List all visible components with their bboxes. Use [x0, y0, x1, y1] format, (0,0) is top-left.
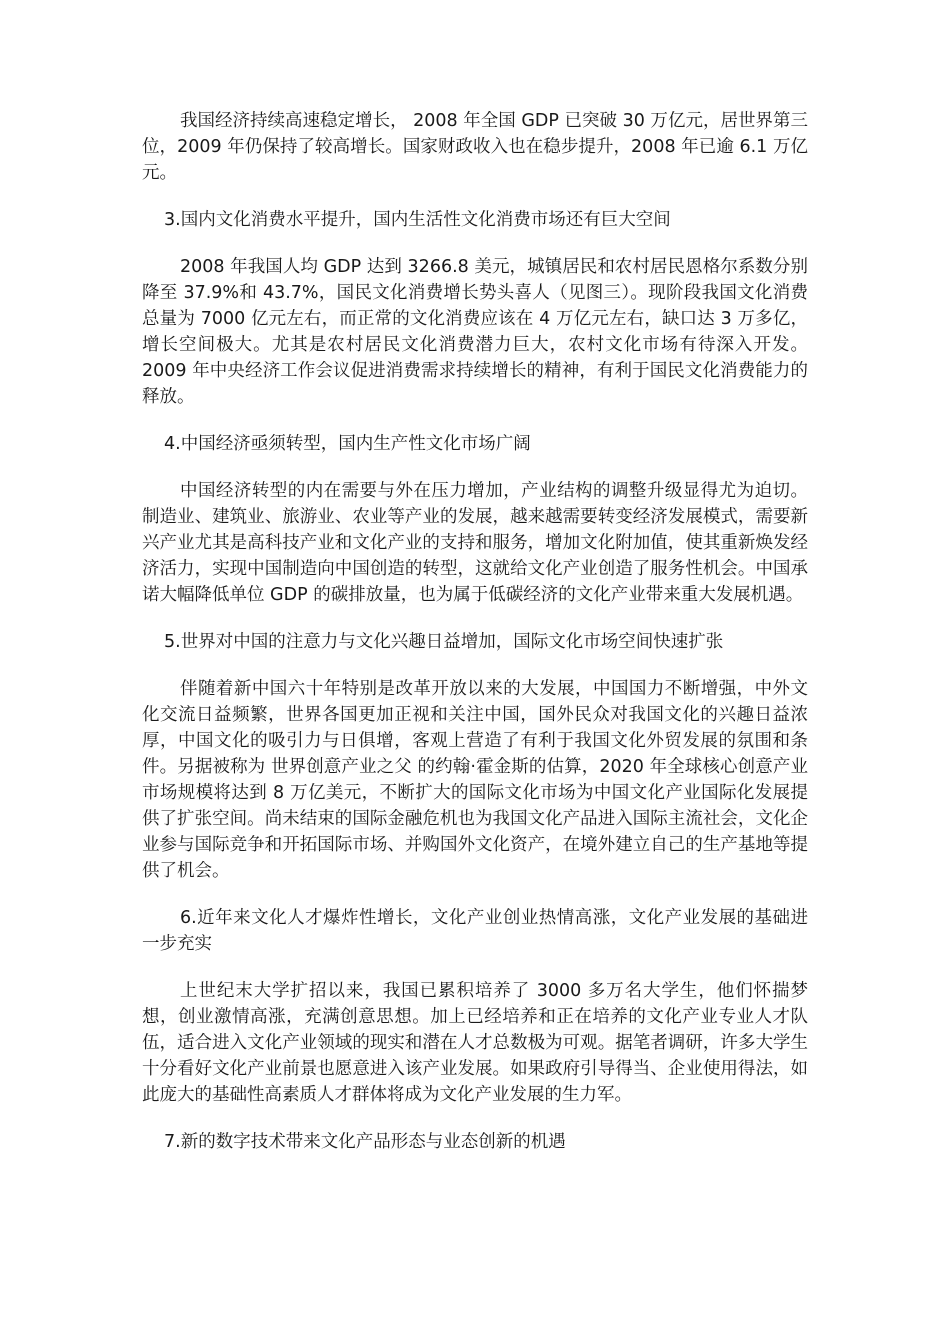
document-page [142, 108, 808, 1176]
section-heading-6: 6.近年来文化人才爆炸性增长，文化产业创业热情高涨，文化产业发展的基础进一步充实 [142, 908, 808, 954]
section-heading-7: 7.新的数字技术带来文化产品形态与业态创新的机遇 [164, 1132, 566, 1152]
section-heading-4: 4.中国经济亟须转型，国内生产性文化市场广阔 [164, 434, 531, 454]
paragraph-economic-transformation: 中国经济转型的内在需要与外在压力增加，产业结构的调整升级显得尤为迫切。制造业、建筑业、旅游业、农业等产业的发展，越来越需要转变经济发展模式，需要新兴产业尤其是高科技产业和文化产业的支持和服务，增加文化附加值，使其重新焕发经济活力，实现中国制造向中国创造的转型，这就给文化产业创造了服务性机会。中国承诺大幅降低单位 GDP 的碳排放量，也为属于低碳经济的文化产业带来重大发展机遇。 [142, 481, 808, 605]
paragraph-talent-growth: 上世纪末大学扩招以来，我国已累积培养了 3000 多万名大学生，他们怀揣梦想，创业激情高涨，充满创意思想。加上已经培养和正在培养的文化产业专业人才队伍，适合进入文化产业领域的现实和潜在人才总数极为可观。据笔者调研，许多大学生十分看好文化产业前景也愿意进入该产业发展。如果政府引导得当、企业使用得法，如此庞大的基础性高素质人才群体将成为文化产业发展的生力军。 [142, 981, 808, 1105]
paragraph-cultural-consumption: 2008 年我国人均 GDP 达到 3266.8 美元，城镇居民和农村居民恩格尔系数分别降至 37.9%和 43.7%，国民文化消费增长势头喜人（见图三）。现阶段我国文化消费总量为 7000 亿元左右，而正常的文化消费应该在 4 万亿元左右，缺口达 3 万多亿，增长空间极大。尤其是农村居民文化消费潜力巨大，农村文化市场有待深入开发。2009 年中央经济工作会议促进消费需求持续增长的精神，有利于国民文化消费能力的释放。 [142, 257, 808, 407]
paragraph-international-market: 伴随着新中国六十年特别是改革开放以来的大发展，中国国力不断增强，中外文化交流日益频繁，世界各国更加正视和关注中国，国外民众对我国文化的兴趣日益浓厚，中国文化的吸引力与日俱增，客观上营造了有利于我国文化外贸发展的氛围和条件。另据被称为 世界创意产业之父 的约翰·霍金斯的估算，2020 年全球核心创意产业市场规模将达到 8 万亿美元，不断扩大的国际文化市场为中国文化产业国际化发展提供了扩张空间。尚未结束的国际金融危机也为我国文化产品进入国际主流社会，文化企业参与国际竞争和开拓国际市场、并购国外文化资产，在境外建立自己的生产基地等提供了机会。 [142, 679, 808, 881]
section-heading-3: 3.国内文化消费水平提升，国内生活性文化消费市场还有巨大空间 [164, 210, 671, 230]
section-heading-5: 5.世界对中国的注意力与文化兴趣日益增加，国际文化市场空间快速扩张 [164, 632, 724, 652]
paragraph-economic-growth: 我国经济持续高速稳定增长， 2008 年全国 GDP 已突破 30 万亿元，居世界第三位，2009 年仍保持了较高增长。国家财政收入也在稳步提升，2008 年已逾 6.1 万亿元。 [142, 111, 808, 183]
